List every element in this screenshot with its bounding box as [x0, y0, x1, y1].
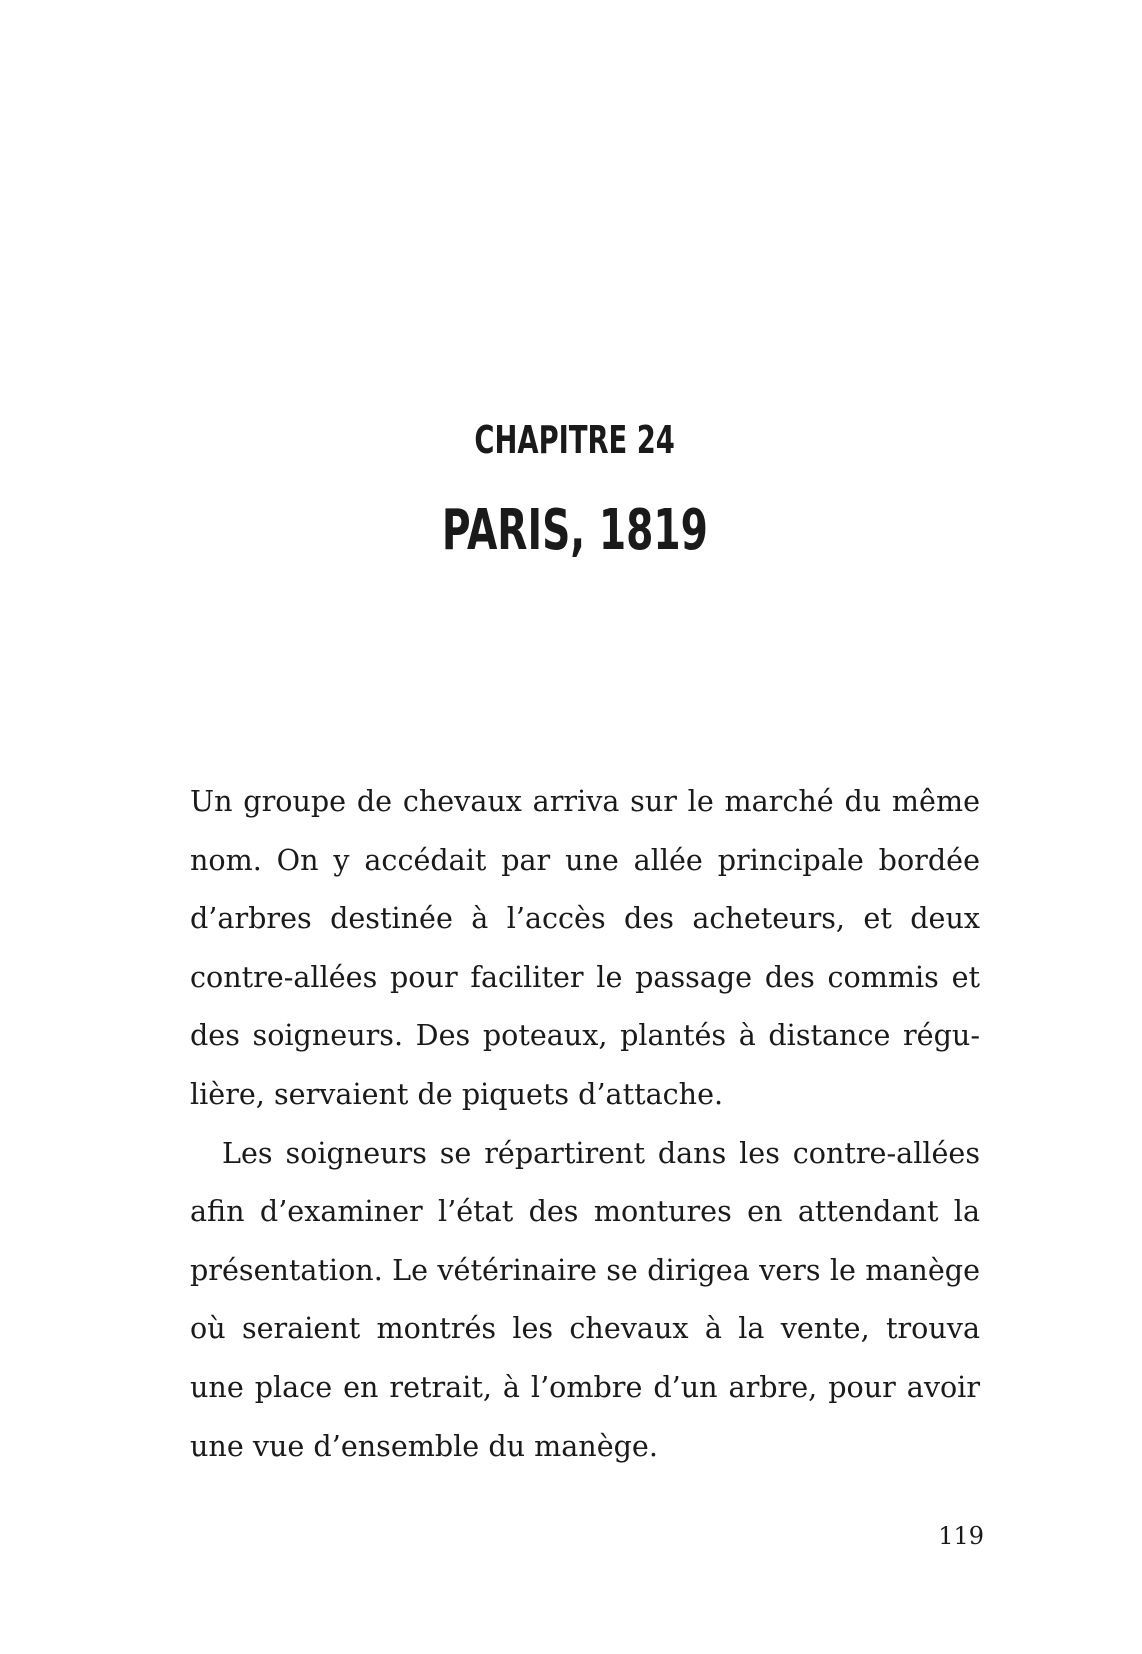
chapter-title: PARIS, 1819 [441, 498, 708, 563]
chapter-label: CHAPITRE 24 [474, 418, 675, 462]
page-number: 119 [938, 1522, 984, 1550]
chapter-body [190, 772, 980, 1475]
paragraph: Un groupe de chevaux arriva sur le marché du même nom. On y accédait par une allée principale bordée d’arbres destinée à l’accès des acheteurs, et deux contre-allées pour faciliter le passage des commis et des soigneurs. Des poteaux, plantés à distance régulière, servaient de piquets d’attache. [190, 784, 980, 1111]
paragraph: Les soigneurs se répartirent dans les contre-allées afin d’examiner l’état des montures en attendant la présentation. Le vétérinaire se dirigea vers le manège où seraient montrés les chevaux à la vente, trouva une place en retrait, à l’ombre d’un arbre, pour avoir une vue d’ensemble du manège. [190, 1135, 980, 1463]
